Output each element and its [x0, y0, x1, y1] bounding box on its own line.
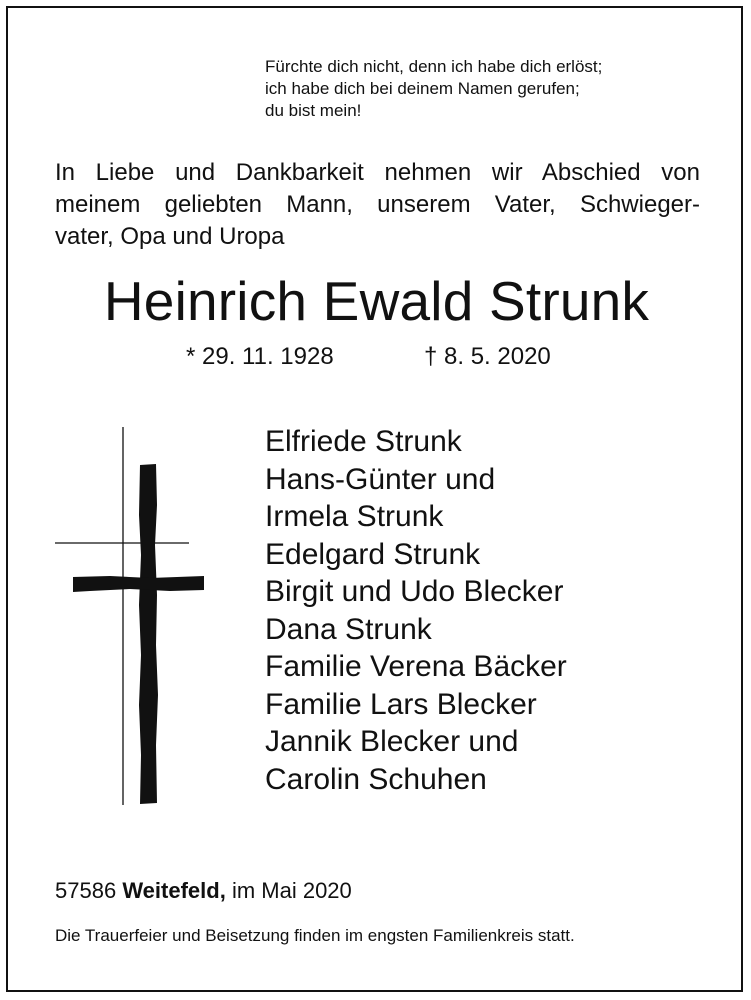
birth-date: * 29. 11. 1928 — [186, 343, 334, 370]
bible-verse — [265, 56, 602, 122]
mourner-entry: Carolin Schuhen — [265, 762, 487, 796]
verse-line: Fürchte dich nicht, denn ich habe dich erlöst; — [265, 57, 603, 76]
mourners-list — [265, 423, 567, 798]
funeral-note: Die Trauerfeier und Beisetzung finden im engsten Familienkreis statt. — [55, 926, 575, 945]
mourner-entry: Familie Lars Blecker — [265, 687, 537, 721]
intro-line: In Liebe und Dankbarkeit nehmen wir Abschied von — [55, 159, 700, 186]
town: Weitefeld, — [122, 878, 226, 903]
mourner-entry: Elfriede Strunk — [265, 425, 462, 458]
deceased-name: Heinrich Ewald Strunk — [103, 270, 650, 332]
verse-line: ich habe dich bei deinem Namen gerufen; — [265, 79, 580, 98]
cross-icon — [50, 425, 210, 810]
intro-text — [55, 157, 700, 253]
mourner-entry: Jannik Blecker und — [265, 725, 519, 758]
verse-line: du bist mein! — [265, 101, 362, 120]
mourner-entry: Birgit und Udo Blecker — [265, 575, 564, 608]
mourner-entry: Edelgard Strunk — [265, 537, 481, 571]
place-and-date — [55, 877, 352, 905]
death-date: † 8. 5. 2020 — [424, 343, 551, 370]
mourner-entry: Irmela Strunk — [265, 500, 444, 533]
intro-line: meinem geliebten Mann, unserem Vater, Schwieger- — [55, 191, 700, 218]
mourner-entry: Hans-Günter und — [265, 462, 496, 496]
intro-line: vater, Opa und Uropa — [55, 223, 285, 250]
notice-date: im Mai 2020 — [231, 878, 352, 903]
mourner-entry: Familie Verena Bäcker — [265, 650, 567, 683]
mourner-entry: Dana Strunk — [265, 612, 432, 646]
postcode: 57586 — [55, 878, 117, 903]
